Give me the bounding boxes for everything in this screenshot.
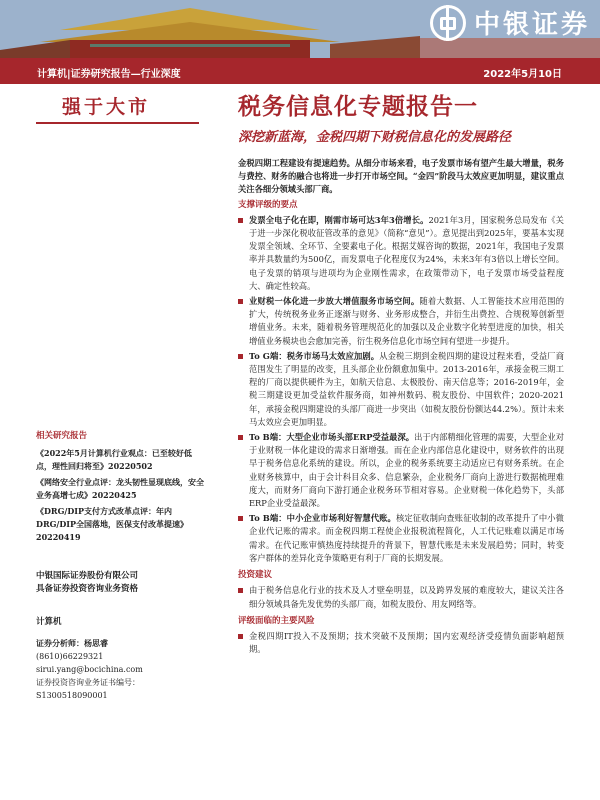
risk-item: 金税四期IT投入不及预期；技术突破不及预期；国内宏观经济受疫情负面影响超预期。 [238, 630, 564, 656]
point-text: 核定征收制向查账征收制的改革提升了中小微企业代记账的需求。而金税四期工程使企业报税流程简化，人工代记账难以满足市场需求。在代记账审慎热度持续提升的背景下，智慧代账是未来发展趋势；同时，转变客户群体的差异化竞争策略更有利于厂商的长期发展。 [249, 513, 564, 563]
point-lead: To B端：中小企业市场利好智慧代账。 [249, 513, 396, 524]
divider [36, 122, 199, 124]
point-text: 2021年3月，国家税务总局发布《关于进一步深化税收征管改革的意见》（简称“意见”）。意见提出到2025年，要基本实现发票全领域、全环节、全要素电子化。根据艾媒咨询的数据，2021年，我国电子发票率并具数量约为500亿，而发票电子化程度仅为24%，未来3年有3倍以上增长空间。电子发票的销项与进项均为企业刚性需求，在政策带动下，电子发票市场受益程度大、确定性较高。 [249, 214, 564, 291]
logo-text: 中银证券 [473, 10, 590, 40]
report-subtitle: 深挖新蓝海，金税四期下财税信息化的发展路径 [238, 130, 512, 145]
point-lead: To G端：税务市场马太效应加剧。 [249, 350, 380, 361]
point-lead: To B端：大型企业市场头部ERP受益最深。 [249, 432, 415, 443]
related-reports-heading: 相关研究报告 [36, 431, 88, 441]
analyst-email[interactable]: sirui.yang@bocichina.com [36, 665, 143, 674]
key-point [238, 512, 564, 565]
analyst-sector: 计算机 [36, 617, 62, 627]
risk-heading: 评级面临的主要风险 [238, 615, 315, 626]
related-report-item[interactable]: 《网络安全行业点评：龙头韧性显现底线，安全业务高增七成》20220425 [36, 477, 204, 500]
investment-heading: 投资建议 [238, 570, 273, 581]
related-report-item[interactable]: 《2022年5月计算机行业观点：已至较好低点，理性回归将至》20220502 [36, 448, 192, 471]
summary-paragraph: 金税四期工程建设有提速趋势。从细分市场来看，电子发票市场有望产生最大增量，税务与费控、财务的融合也将进一步打开市场空间。“金四”阶段马太效应更加明显，建议重点关注各细分领域头部厂商。 [238, 158, 564, 195]
key-point [238, 214, 564, 293]
investment-advice: 由于税务信息化行业的技术及人才壁垒明显，以及跨界发展的难度较大，建议关注各细分领域具备先发优势的头部厂商，如税友股份、用友网络等。 [238, 584, 564, 610]
related-report-item[interactable]: 《DRG/DIP支付方式改革点评：年内DRG/DIP全国落地，医保支付改革提速》20220419 [36, 506, 189, 542]
key-point [238, 350, 564, 429]
analyst-phone: (8610)66229321 [36, 652, 104, 661]
point-text: 随着大数据、人工智能技术应用范围的扩大，传统税务业务正逐渐与财务、业务形成整合，并衍生出费控、合规税筹创新型增值业务。未来，随着税务管理规范化的加强以及企业数字化转型进度的加快，相关增值业务模块也会愈加完善，衍生税务信息化市场空间有望进一步提升。 [249, 296, 564, 346]
analyst-name: 证券分析师：杨思睿 [36, 638, 108, 648]
point-lead: 发票全电子化在即，刚需市场可达3年3倍增长。 [249, 214, 429, 225]
company-logo [430, 4, 590, 41]
support-points-heading: 支撑评级的要点 [238, 199, 298, 210]
point-text: 从金税三期到金税四期的建设过程来看，受益厂商范围发生了明显的改变，且头部企业份额愈加集中。2013-2016年，承接金税三期工程的厂商以提供硬件为主，如航天信息、太极股份、南天信息等；2016-2019年，金税三期建设更加受益软件服务商，如神州数码、税友股份、中国软件；2020-2021年，承接金税四期建设的头部厂商进一步突出（如税友股份份额达44.2%）。预计未来马太效应会更加明显。 [249, 350, 564, 427]
sidebar [36, 430, 206, 702]
report-title: 税务信息化专题报告一 [238, 93, 478, 120]
main-content [238, 157, 564, 656]
company-info: 中银国际证券股份有限公司 具备证券投资咨询业务资格 [36, 571, 139, 594]
rating-slogan: 强于大市 [62, 96, 151, 118]
header-banner [0, 0, 600, 58]
point-lead: 业财税一体化进一步放大增值服务市场空间。 [249, 296, 420, 307]
bank-logo-icon [430, 5, 466, 41]
analyst-license: 证券投资咨询业务证书编号：S1300518090001 [36, 678, 140, 700]
report-date: 2022年5月10日 [483, 69, 562, 80]
report-info-bar [0, 58, 600, 84]
point-text: 出于内部精细化管理的需要，大型企业对于业财税一体化建设的需求日渐增强。而在企业内部信息化建设中，财务软件的出现早于税务信息化系统的建设。所以，企业的税务系统要主动适应已有财务系统。在企业财务核算中，由于会计科目众多、信息繁杂，企业税务厂商向上游进行数据梳理难度大，而财务厂商向下游打通企业税务环节相对容易。企业财税一体化趋势下，头部ERP企业受益最深。 [249, 432, 564, 509]
report-type: 计算机|证券研究报告—行业深度 [37, 69, 181, 80]
key-point [238, 431, 564, 510]
key-point [238, 295, 564, 348]
